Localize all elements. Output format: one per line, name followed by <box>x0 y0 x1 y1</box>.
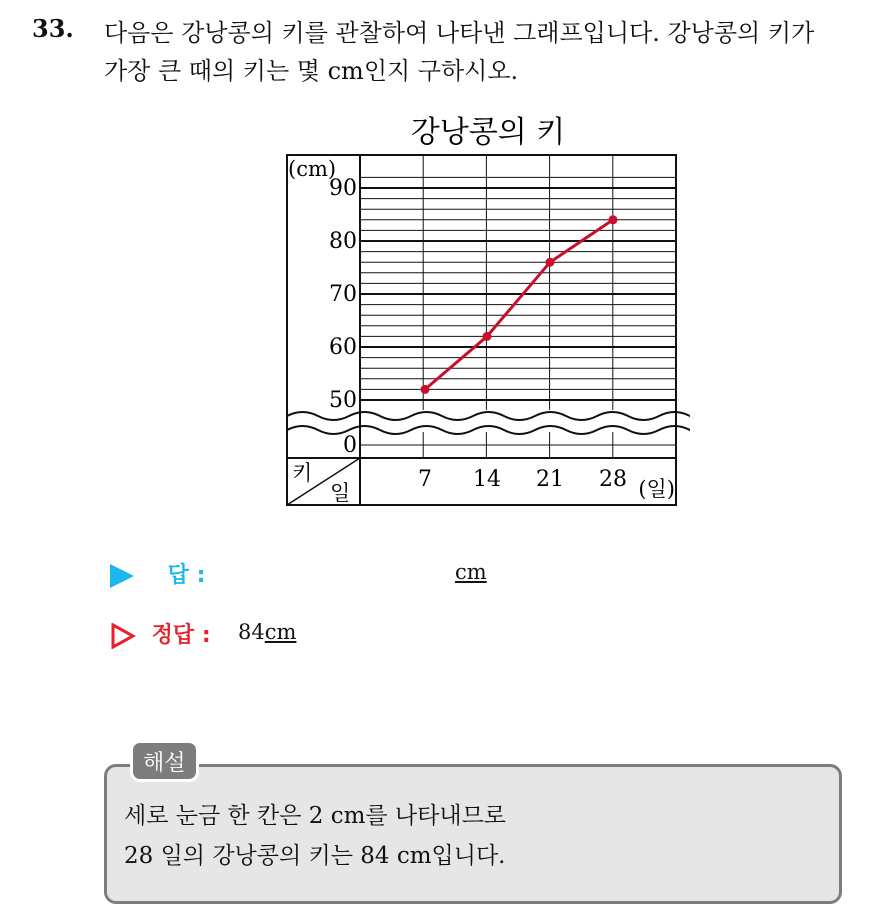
question-line-2: 가장 큰 때의 키는 몇 cm인지 구하시오. <box>104 57 519 85</box>
explanation-line-2: 28 일의 강낭콩의 키는 84 cm입니다. <box>124 843 506 869</box>
y-tick-label: 60 <box>329 335 357 360</box>
correct-arrow-icon <box>110 623 136 649</box>
corner-label-top: 키 <box>292 461 313 485</box>
correct-answer-label: 정답 : <box>151 623 211 648</box>
explanation-line-1: 세로 눈금 한 칸은 2 cm를 나타내므로 <box>124 803 507 829</box>
y-tick-label: 70 <box>329 282 357 307</box>
correct-answer-row <box>110 618 211 649</box>
question-text <box>104 14 864 90</box>
explanation-text <box>124 796 506 876</box>
y-tick-label: 90 <box>329 176 357 201</box>
question-line-1: 다음은 강낭콩의 키를 관찰하여 나타낸 그래프입니다. 강낭콩의 키가 <box>104 19 815 47</box>
y-axis-unit-label: (cm) <box>288 157 337 181</box>
chart-title: 강낭콩의 키 <box>410 115 566 150</box>
y-tick-label: 0 <box>343 433 357 458</box>
data-point <box>609 215 618 224</box>
question-number: 33. <box>32 14 74 43</box>
x-tick-label: 7 <box>418 467 432 492</box>
answer-label: 답 : <box>167 563 206 588</box>
answer-arrow-icon <box>110 564 134 588</box>
correct-answer-value <box>238 620 296 644</box>
x-tick-label: 28 <box>599 467 627 492</box>
line-chart <box>270 108 690 518</box>
correct-answer-unit: cm <box>264 620 297 644</box>
data-point <box>421 385 430 394</box>
data-point <box>483 332 492 341</box>
y-tick-label: 80 <box>329 229 357 254</box>
answer-input-unit[interactable]: cm <box>455 560 487 584</box>
x-tick-label: 14 <box>473 467 501 492</box>
x-tick-label: 21 <box>536 467 564 492</box>
corner-label-bottom: 일 <box>330 481 351 505</box>
answer-row <box>110 558 205 589</box>
data-point <box>546 258 555 267</box>
correct-answer-number: 84 <box>238 620 265 644</box>
y-tick-label: 50 <box>329 388 357 413</box>
explanation-tag: 해설 <box>130 740 199 782</box>
x-axis-unit-label: (일) <box>638 477 675 501</box>
